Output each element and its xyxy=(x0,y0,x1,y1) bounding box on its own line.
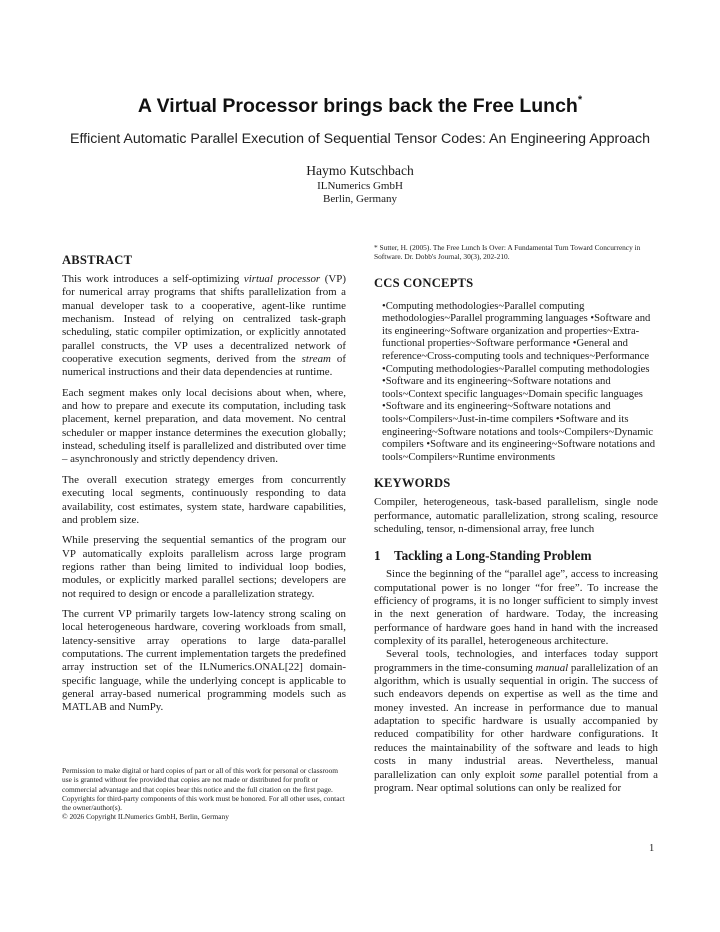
permission-text: Permission to make digital or hard copies of part or all of this work for personal or classroom use is granted without fee provided that copies are not made or distributed for profit or commercial advantage and that copies bear this notice and the full citation on the first page. Copyrights for third-party components of this work must be honored. For all other uses, contact the owner/author(s). xyxy=(62,766,345,813)
permission-notice xyxy=(62,766,346,822)
abstract-paragraph-2: Each segment makes only local decisions about when, where, and how to prepare and execute its computation, including task placement, kernel preparation, and data movement. No central scheduler or mapper instance determines the execution globally; instead, scheduling itself is parallelized and distributed over time – asynchronously and strictly dependency driven. xyxy=(62,386,346,466)
affiliation-location: Berlin, Germany xyxy=(323,193,397,205)
right-column xyxy=(374,243,658,795)
abstract-paragraph-3: The overall execution strategy emerges from concurrently executing local segments, continuously responding to data availability, cost estimates, system state, hardware capabilities, and problem size. xyxy=(62,473,346,526)
ccs-heading: CCS CONCEPTS xyxy=(374,275,474,290)
title-footnote-mark: * xyxy=(577,93,583,106)
paper-title-text: A Virtual Processor brings back the Free Lunch xyxy=(137,95,578,117)
left-column xyxy=(62,253,346,715)
abstract-paragraph-4: While preserving the sequential semantics of the program our VP automatically exploits parallelism across large program regions rather than being limited to individual loop bodies, modules, or explicitly marked parallel sections; developers are not required to design or encode a parallelization strategy. xyxy=(62,534,346,600)
abstract-paragraph-5: The current VP primarily targets low-latency strong scaling on local heterogeneous hardware, covering workloads from small, latency-sensitive array operations to large data-parallel computations. The current implementation targets the predefined array instruction set of the ILNumerics.ONAL[22] domain-specific language, while the underlying concept is applicable to general array-based numerical programming models such as MATLAB and NumPy. xyxy=(62,607,346,714)
author-name: Haymo Kutschbach xyxy=(306,163,414,178)
section-1-number: 1 xyxy=(374,548,381,564)
ccs-concepts-text: •Computing methodologies~Parallel computing methodologies~Parallel programming languages •Software and its engineering~Software organization and properties~Extra-functional properties~Software performance •General and reference~Cross-computing tools and techniques~Performance •Computing methodologies~Parallel computing methodologies •Software and its engineering~Software notations and tools~Context specific languages~Domain specific languages •Software and its engineering~Software notations and tools~Compilers~Just-in-time compilers •Software and its engineering~Software notations and tools~Compilers~Dynamic compilers •Software and its engineering~Software notations and tools~Compilers~Runtime environments xyxy=(382,300,656,463)
page-number: 1 xyxy=(649,843,655,854)
footnote: * Sutter, H. (2005). The Free Lunch Is Over: A Fundamental Turn Toward Concurrency in Software. Dr. Dobb's Journal, 30(3), 202-210. xyxy=(374,243,641,262)
keywords-heading: KEYWORDS xyxy=(374,476,451,491)
section-1-title: Tackling a Long-Standing Problem xyxy=(394,548,592,564)
paper-title xyxy=(0,95,720,118)
section-1-heading xyxy=(374,548,658,564)
paper-subtitle: Efficient Automatic Parallel Execution of Sequential Tensor Codes: An Engineering Approach xyxy=(70,131,650,147)
abstract-paragraph-1: This work introduces a self-optimizing virtual processor (VP) for numerical array programs that shifts parallelization from a manual developer task to a cooperative, agent-like runtime mechanism. Instead of relying on centralized task-graph scheduling, static compiler optimization, or explicitly annotated parallel constructs, the VP uses a decentralized network of cooperative execution segments, derived from the stream of numerical instructions and their data dependencies at runtime. xyxy=(62,273,347,379)
keywords-text: Compiler, heterogeneous, task-based parallelism, single node performance, automatic parallelization, strong scaling, resource scheduling, tensor, n-dimensional array, free lunch xyxy=(374,496,658,535)
copyright-text: © 2026 Copyright ILNumerics GmbH, Berlin, Germany xyxy=(62,812,229,822)
section-1-paragraph-1: Since the beginning of the “parallel age”, access to increasing computational power is no longer “for free”. To increase the efficiency of programs, it is no longer sufficient to simply invest in the next generation of hardware. Today, the increasing performance of hardware goes hand in hand with the increased complexity of its parallel, heterogeneous architecture. xyxy=(374,568,658,648)
section-1-paragraph-2: Several tools, technologies, and interfaces today support programmers in the time-consuming manual parallelization of an algorithm, which is usually sequential in origin. The success of such endeavors depends on expertise as well as the time and money invested. An increase in performance due to manual adaptation to specific hardware is usually accompanied by reduced compatibility for other hardware configurations. It reduces the maintainability of the software and leads to high costs in many industrial areas. Nevertheless, manual parallelization can only exploit some parallel potential from a program. Near optimal solutions can only be realized for xyxy=(374,648,659,794)
abstract-heading: ABSTRACT xyxy=(62,253,133,267)
affiliation-org: ILNumerics GmbH xyxy=(317,180,403,192)
